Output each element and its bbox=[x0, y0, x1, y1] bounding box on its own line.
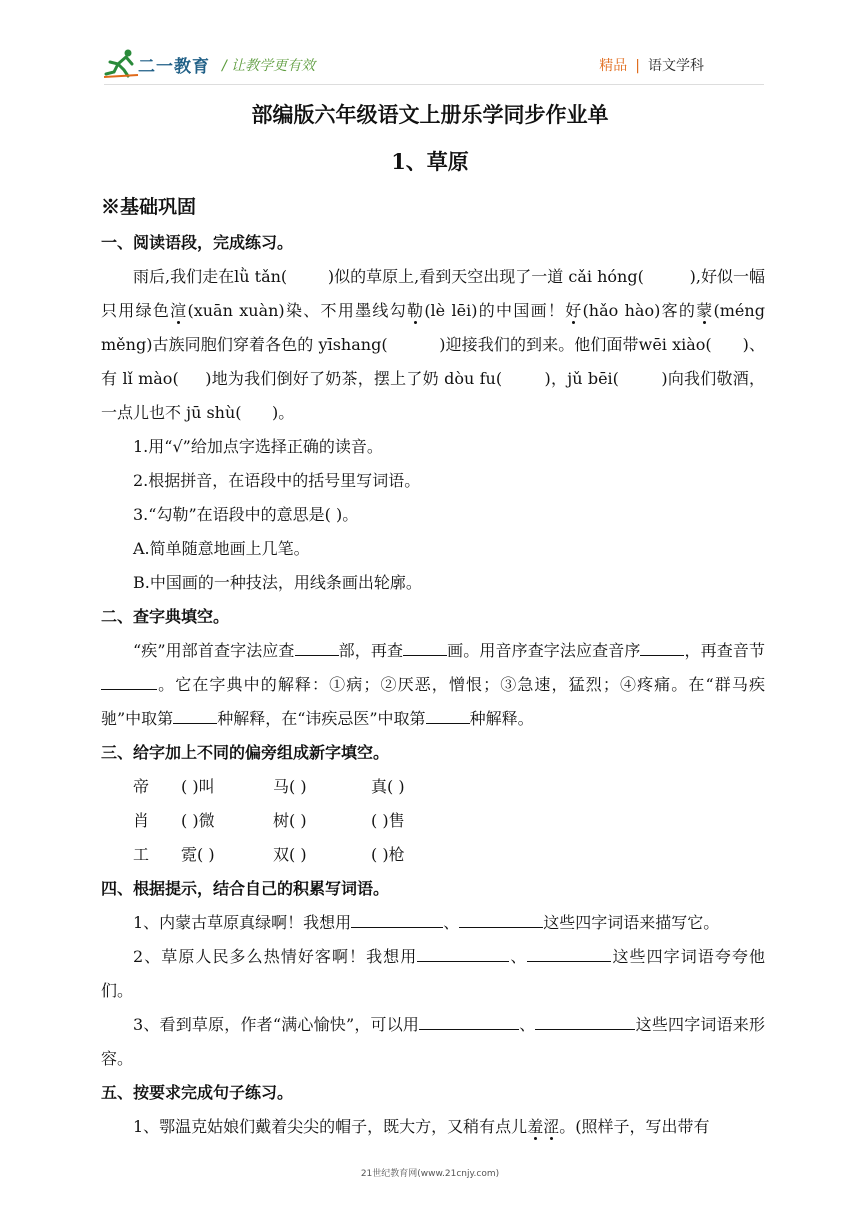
question-text: 1、鄂温克姑娘们戴着尖尖的帽子，既大方，又稍有点儿 bbox=[133, 1117, 528, 1136]
passage-text: 好似一幅只用绿色 bbox=[101, 267, 766, 320]
question-text: 种解释，在“讳疾忌医”中取第 bbox=[217, 709, 426, 728]
answer-blank[interactable] bbox=[527, 943, 611, 962]
base-char: 帝 bbox=[133, 777, 150, 796]
worksheet-content bbox=[101, 186, 765, 1144]
question-text: 。它在字典中的解释：①病；②厌恶，憎恨；③急速，猛烈；④疼痛。在“群马疾驰”中取第 bbox=[101, 675, 765, 728]
base-char: 肖 bbox=[133, 811, 150, 830]
pinyin: lǐ mào bbox=[122, 369, 173, 388]
runner-logo-icon bbox=[104, 48, 140, 78]
question-text: 、 bbox=[519, 1015, 536, 1034]
question-text: “疾”用部首查字法应查 bbox=[133, 641, 295, 660]
dotted-char: 蒙 bbox=[696, 301, 714, 320]
reading-passage: 雨后,我们走在lǜ tǎn( )似的草原上,看到天空出现了一道 cǎi hóng( ),好似一幅只用绿色渲(xuān xuàn)染、不用墨线勾勒(lè lēi)的中国画！好(hǎo hào)客的蒙(méng měng)古族同胞们穿着各色的 yīshang( )迎接我们的到来。他们面带wēi xiào( )、有 lǐ mào( )地为我们倒好了奶茶，摆上了奶 dòu fu( )，jǔ bēi( )向我们敬酒，一点儿也不 jū shù( )。 bbox=[101, 267, 766, 422]
answer-blank[interactable] bbox=[101, 671, 157, 690]
table-row bbox=[133, 838, 405, 872]
fill-cell[interactable]: ( )叫 bbox=[181, 777, 215, 796]
radical-table bbox=[133, 770, 405, 872]
table-row bbox=[133, 804, 405, 838]
question-text: 、 bbox=[443, 913, 460, 932]
question-1-item: 3.“勾勒”在语段中的意思是( )。 bbox=[133, 505, 359, 524]
question-5-item bbox=[101, 1110, 765, 1144]
fill-cell[interactable]: 双( ) bbox=[273, 845, 307, 864]
passage-text: (hǎo hào)客的 bbox=[582, 301, 697, 320]
base-char: 工 bbox=[133, 845, 150, 864]
page-title: 部编版六年级语文上册乐学同步作业单 bbox=[251, 102, 609, 127]
question-text: 这些四字词语夸夸他们。 bbox=[101, 947, 765, 1000]
pinyin: jū shù bbox=[186, 403, 236, 422]
answer-blank[interactable] bbox=[426, 705, 470, 724]
pinyin: cǎi hóng bbox=[568, 267, 638, 286]
answer-blank[interactable] bbox=[417, 943, 509, 962]
passage-text: 地为我们倒好了奶茶，摆上了奶 bbox=[211, 369, 439, 388]
question-4-item bbox=[101, 906, 765, 940]
question-text: 种解释。 bbox=[469, 709, 534, 728]
answer-blank[interactable] bbox=[640, 637, 684, 656]
question-3-heading: 三、给字加上不同的偏旁组成新字填空。 bbox=[101, 743, 390, 762]
question-text: 3、看到草原，作者“满心愉快”，可以用 bbox=[133, 1015, 420, 1034]
question-text: 1、内蒙古草原真绿啊！我想用 bbox=[133, 913, 352, 932]
dotted-char: 勒 bbox=[407, 301, 425, 320]
option-a: A.简单随意地画上几笔。 bbox=[133, 539, 310, 558]
question-4-item bbox=[101, 1008, 765, 1076]
passage-text: 向我们敬酒，一点儿也不 bbox=[101, 369, 765, 422]
passage-text: 、有 bbox=[101, 335, 765, 388]
pinyin: dòu fu bbox=[444, 369, 496, 388]
fill-cell[interactable]: 霓( ) bbox=[181, 845, 215, 864]
subject-label: 语文学科 bbox=[648, 58, 704, 74]
question-text: 、 bbox=[509, 947, 528, 966]
question-5-heading: 五、按要求完成句子练习。 bbox=[101, 1083, 294, 1102]
question-text: 画。用音序查字法应查音序 bbox=[447, 641, 641, 660]
option-b: B.中国画的一种技法，用线条画出轮廓。 bbox=[133, 573, 422, 592]
passage-text: (méng měng)古族同胞们穿着各色的 bbox=[101, 301, 765, 354]
header-separator: | bbox=[635, 58, 640, 74]
dotted-char: 羞 bbox=[527, 1117, 544, 1136]
passage-text: (xuān xuàn)染、不用墨线勾 bbox=[187, 301, 408, 320]
section-heading: ※基础巩固 bbox=[101, 196, 197, 218]
passage-text: 似的草原上,看到天空出现了一道 bbox=[334, 267, 564, 286]
dotted-char: 好 bbox=[565, 301, 583, 320]
pinyin: wēi xiào bbox=[638, 335, 706, 354]
slogan: / 让教学更有效 bbox=[222, 58, 316, 74]
answer-blank[interactable] bbox=[535, 1011, 635, 1030]
answer-blank[interactable] bbox=[173, 705, 217, 724]
header-subject bbox=[599, 55, 704, 75]
answer-blank[interactable] bbox=[351, 909, 443, 928]
fill-cell[interactable]: 树( ) bbox=[273, 811, 307, 830]
table-row bbox=[133, 770, 405, 804]
question-4-item bbox=[101, 940, 765, 1008]
fill-cell[interactable]: 真( ) bbox=[371, 777, 405, 796]
passage-text: 雨后,我们走在 bbox=[133, 267, 235, 286]
question-text: ，再查音节 bbox=[684, 641, 765, 660]
pinyin: lǜ tǎn bbox=[234, 267, 281, 286]
question-text: 这些四字词语来描写它。 bbox=[543, 913, 720, 932]
pinyin: jǔ bēi bbox=[567, 369, 613, 388]
passage-text: 迎接我们的到来。他们面带 bbox=[445, 335, 639, 354]
answer-blank[interactable] bbox=[419, 1011, 519, 1030]
question-1-item: 1.用“√”给加点字选择正确的读音。 bbox=[133, 437, 383, 456]
question-text: 2、草原人民多么热情好客啊！我想用 bbox=[133, 947, 418, 966]
dictionary-question bbox=[101, 634, 765, 736]
passage-text: ， bbox=[550, 369, 568, 388]
fill-cell[interactable]: ( )售 bbox=[371, 811, 405, 830]
page-header bbox=[0, 0, 860, 90]
fill-cell[interactable]: ( )微 bbox=[181, 811, 215, 830]
lesson-title: 1、草原 bbox=[391, 149, 469, 174]
passage-text: 。 bbox=[278, 403, 295, 422]
answer-blank[interactable] bbox=[459, 909, 543, 928]
fill-cell[interactable]: ( )枪 bbox=[371, 845, 405, 864]
question-4-heading: 四、根据提示，结合自己的积累写词语。 bbox=[101, 879, 390, 898]
logo-text: 二一教育 bbox=[138, 57, 210, 77]
dotted-char: 涩 bbox=[543, 1117, 560, 1136]
answer-blank[interactable] bbox=[295, 637, 339, 656]
question-text: 。(照样子，写出带有 bbox=[559, 1117, 710, 1136]
fill-cell[interactable]: 马( ) bbox=[273, 777, 307, 796]
question-text: 这些四字词语来形容。 bbox=[101, 1015, 765, 1068]
passage-text: (lè lēi)的中国画！ bbox=[424, 301, 566, 320]
answer-blank[interactable] bbox=[403, 637, 447, 656]
question-1-heading: 一、阅读语段，完成练习。 bbox=[101, 233, 294, 252]
question-2-heading: 二、查字典填空。 bbox=[101, 607, 230, 626]
question-1-item: 2.根据拼音，在语段中的括号里写词语。 bbox=[133, 471, 421, 490]
quality-label: 精品 bbox=[599, 58, 628, 74]
logo bbox=[104, 48, 214, 80]
pinyin: yīshang bbox=[318, 335, 382, 354]
dotted-char: 渲 bbox=[170, 301, 188, 320]
header-divider bbox=[104, 84, 764, 85]
question-text: 部，再查 bbox=[338, 641, 404, 660]
page-footer: 21世纪教育网(www.21cnjy.com) bbox=[360, 1169, 500, 1179]
